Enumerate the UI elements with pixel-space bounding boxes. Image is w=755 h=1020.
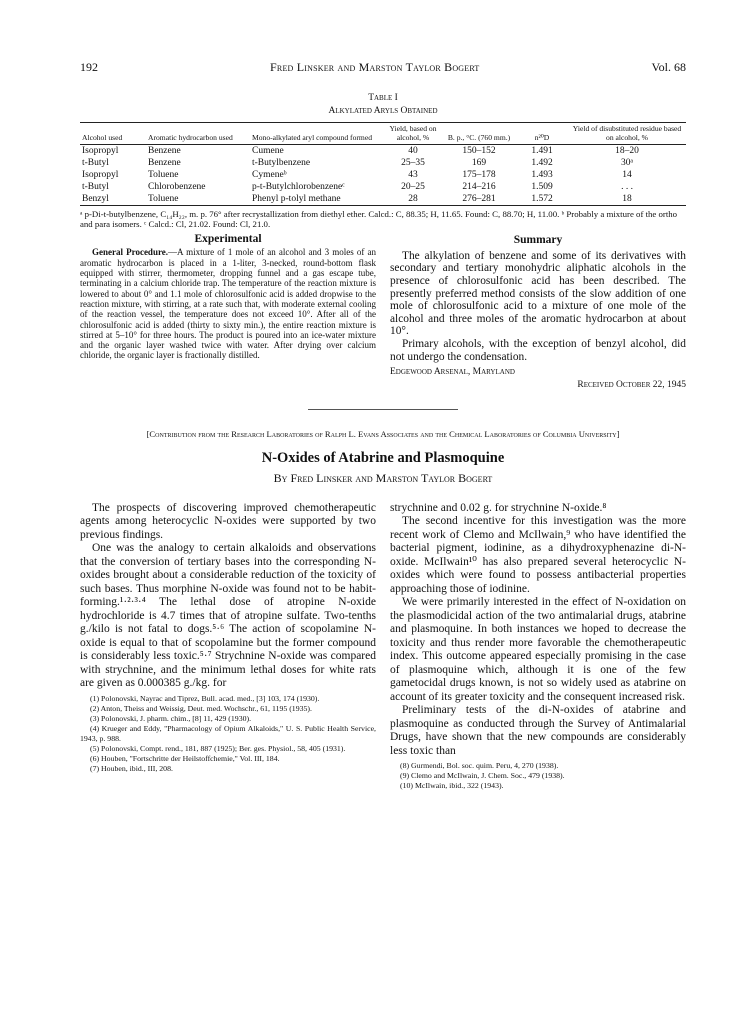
col-header: Alcohol used bbox=[80, 123, 146, 145]
table-row bbox=[80, 145, 686, 158]
table-caption bbox=[80, 92, 686, 118]
table-row bbox=[80, 169, 686, 181]
footnote: (10) McIlwain, ibid., 322 (1943). bbox=[400, 781, 504, 791]
col-header: Aromatic hydrocarbon used bbox=[146, 123, 250, 145]
table-cell: Benzene bbox=[148, 146, 181, 157]
table-cell: Chlorobenzene bbox=[148, 182, 206, 193]
footnote: (9) Clemo and McIlwain, J. Chem. Soc., 479 (1938). bbox=[400, 771, 565, 781]
table-row bbox=[80, 193, 686, 206]
table-cell: 175–178 bbox=[462, 170, 496, 181]
table-cell: 20–25 bbox=[401, 182, 425, 193]
table-header-row bbox=[80, 123, 686, 145]
table-cell: Benzene bbox=[148, 158, 181, 169]
summary-paragraph: The alkylation of benzene and some of its derivatives with secondary and tertiary monohydric aliphatic alcohols in the presence of chlorosulfonic acid has been described. The presently preferred method consists of the slow addition of one mole of chlorosulfonic acid to a mixture of one mole of the alcohol and three moles of the aromatic hydrocarbon at about 10°. bbox=[390, 249, 686, 338]
journal-page bbox=[80, 60, 686, 791]
col-header: Mono-alkylated aryl compound formed bbox=[250, 123, 384, 145]
table-cell: . . . bbox=[621, 182, 633, 193]
table-title: Alkylated Aryls Obtained bbox=[328, 106, 438, 116]
table-cell: Isopropyl bbox=[82, 170, 119, 181]
table-cell: 43 bbox=[408, 170, 418, 181]
article-title: N-Oxides of Atabrine and Plasmoquine bbox=[261, 449, 505, 466]
body-paragraph: One was the analogy to certain alkaloids and observations that the conversion of tertiary bases into the corresponding N-oxides brought about a considerable reduction of the toxicity of such bases. Thus morphine N-oxide was found not to be habit-forming.¹·²·³·⁴ The lethal dose of atropine N-oxide hydrochloride is 4.7 times that of atropine sulfate. Two-tenths g./kilo is not fatal to dogs.⁵·⁶ The action of scopolamine N-oxide is equal to that of scopolamine but the former compound is considerably less toxic.⁵·⁷ Strychnine N-oxide was compared with strychnine, and the minimum lethal doses for white rats are given as 0.000385 g./kg. for bbox=[80, 542, 376, 690]
table-cell: 150–152 bbox=[462, 146, 496, 157]
footnote: (1) Polonovski, Nayrac and Tiprez, Bull. acad. med., [3] 103, 174 (1930). bbox=[90, 693, 320, 703]
two-column-section bbox=[80, 234, 686, 391]
table-cell: t-Butyl bbox=[82, 158, 109, 169]
header-authors: Fred Linsker and Marston Taylor Bogert bbox=[270, 60, 480, 74]
table-cell: 1.572 bbox=[516, 193, 568, 206]
table-cell: 1.509 bbox=[531, 182, 553, 193]
table-cell: 28 bbox=[384, 193, 442, 206]
footnote: (6) Houben, "Fortschritte der Heilstoffchemie," Vol. III, 184. bbox=[90, 753, 280, 763]
table-cell: 1.492 bbox=[531, 158, 553, 169]
table-cell: t-Butylbenzene bbox=[252, 158, 311, 169]
article-body bbox=[80, 502, 686, 792]
summary-column bbox=[390, 234, 686, 391]
article-byline: By Fred Linsker and Marston Taylor Bogert bbox=[273, 470, 493, 485]
footnotes bbox=[390, 761, 686, 791]
col-header: B. p., °C. (760 mm.) bbox=[442, 123, 516, 145]
summary-paragraph: Primary alcohols, with the exception of benzyl alcohol, did not undergo the condensation. bbox=[390, 337, 686, 363]
table-cell: 1.491 bbox=[531, 146, 553, 157]
page-number: 192 bbox=[80, 60, 98, 74]
table-cell: 214–216 bbox=[462, 182, 496, 193]
table-footnote: ᵃ p-Di-t-butylbenzene, C₁₄H₂₂, m. p. 76° after recrystallization from diethyl ether. Calcd.: C, 88.35; H, 11.65. Found: C, 88.70; H, 11.00. ᵇ Probably a mixture of the ortho and para isomers. ᶜ Calcd.: Cl, 21.02. Found: Cl, 21.0. bbox=[80, 209, 678, 230]
received-date: Received October 22, 1945 bbox=[577, 379, 686, 390]
table-cell: 1.493 bbox=[531, 170, 553, 181]
table-cell: 169 bbox=[471, 158, 487, 169]
table-cell: Toluene bbox=[148, 170, 179, 181]
experimental-heading: Experimental bbox=[194, 233, 262, 246]
table-cell: t-Butyl bbox=[82, 182, 109, 193]
right-column bbox=[390, 502, 686, 792]
body-paragraph: The second incentive for this investigation was the more recent work of Clemo and McIlwain,⁹ who have identified the bacterial pigment, iodinine, as a dihydroxyphenazine di-N-oxide. McIlwain¹⁰ has also prepared several heterocyclic N-oxides which were found to possess antibacterial properties approaching those of iodinine. bbox=[390, 515, 686, 595]
footnote: (2) Anton, Theiss and Weissig, Deut. med. Wochschr., 61, 1195 (1935). bbox=[90, 703, 312, 713]
body-paragraph: Preliminary tests of the di-N-oxides of atabrine and plasmoquine as conducted through the Survey of Antimalarial Drugs, have shown that the new compounds are considerably less toxic than bbox=[390, 704, 686, 757]
table-cell: Phenyl p-tolyl methane bbox=[250, 193, 384, 206]
alkylated-aryls-table bbox=[80, 122, 686, 206]
col-header: Yield of disubstituted residue based on alcohol, % bbox=[568, 123, 686, 145]
body-paragraph: strychnine and 0.02 g. for strychnine N-oxide.⁸ bbox=[390, 501, 607, 514]
table-row bbox=[80, 157, 686, 169]
table-cell: 18–20 bbox=[615, 146, 639, 157]
body-paragraph: The prospects of discovering improved chemotherapeutic agents among heterocyclic N-oxides were supported by two previous findings. bbox=[80, 501, 376, 541]
table-cell: 30ᵃ bbox=[620, 158, 634, 169]
table-cell: Benzyl bbox=[80, 193, 146, 206]
left-column bbox=[80, 502, 376, 792]
procedure-text: —A mixture of 1 mole of an alcohol and 3 moles of an aromatic hydrocarbon is placed in a 1-liter, 3-necked, round-bottom flask equipped with stirrer, thermometer, dropping funnel and a gas escape tube, terminating in a calcium chloride trap. The temperature of the reaction mixture is lowered to about 0° and 1.1 mole of chlorosulfonic acid is added dropwise to the reaction mixture, with stirring, at a rate such that, with moderate external cooling of the reaction vessel, the temperature does not exceed 10°. After all of the chlorosulfonic acid is added (thirty to sixty min.), the entire reaction mixture is stirred at 5–10° for three hours. The product is poured into an ice-water mixture and the organic layer washed twice with water. After drying over calcium chloride, the organic layer is fractionally distilled. bbox=[80, 247, 376, 361]
running-header bbox=[80, 60, 686, 78]
experimental-paragraph bbox=[80, 247, 376, 360]
table-cell: 18 bbox=[568, 193, 686, 206]
table-cell: Cymeneᵇ bbox=[252, 170, 287, 181]
footnote: (7) Houben, ibid., III, 208. bbox=[90, 763, 173, 773]
col-header: n²⁰D bbox=[516, 123, 568, 145]
affiliation: Edgewood Arsenal, Maryland bbox=[390, 367, 515, 378]
table-cell: 276–281 bbox=[442, 193, 516, 206]
body-paragraph: We were primarily interested in the effect of N-oxidation on the plasmodicidal action of the two antimalarial drugs, atabrine and plasmoquine. In both instances we hoped to decrease the toxicity and thus render more favorable the chemotherapeutic index. This outcome appeared especially promising in the case of plasmoquine which, although it is one of the few gametocidal drugs known, is not so widely used as atabrine on account of its greater toxicity and the consequent increased risk. bbox=[390, 596, 686, 703]
volume-label: Vol. 68 bbox=[651, 60, 686, 74]
table-cell: Toluene bbox=[146, 193, 250, 206]
summary-heading: Summary bbox=[513, 234, 563, 247]
table-row bbox=[80, 181, 686, 193]
procedure-label: General Procedure. bbox=[92, 247, 169, 258]
footnotes bbox=[80, 694, 376, 774]
section-divider bbox=[308, 409, 458, 410]
footnote: (3) Polonovski, J. pharm. chim., [8] 11, 429 (1930). bbox=[90, 713, 252, 723]
experimental-column bbox=[80, 234, 376, 391]
table-cell: 14 bbox=[622, 170, 632, 181]
footnote: (8) Gurmendi, Bol. soc. quim. Peru, 4, 270 (1938). bbox=[400, 761, 559, 771]
table-cell: Cumene bbox=[252, 146, 284, 157]
footnote: (5) Polonovski, Compt. rend., 181, 887 (1925); Ber. ges. Physiol., 58, 405 (1931). bbox=[90, 743, 346, 753]
table-cell: 40 bbox=[408, 146, 418, 157]
table-cell: 25–35 bbox=[401, 158, 425, 169]
table-cell: Isopropyl bbox=[82, 146, 119, 157]
col-header: Yield, based on alcohol, % bbox=[384, 123, 442, 145]
table-label: Table I bbox=[368, 93, 398, 103]
footnote: (4) Krueger and Eddy, "Pharmacology of Opium Alkaloids," U. S. Public Health Service, 1943, p. 988. bbox=[80, 723, 376, 743]
contribution-note: [Contribution from the Research Laboratories of Ralph L. Evans Associates and the Chemical Laboratories of Columbia University] bbox=[146, 429, 620, 440]
table-cell: p-t-Butylchlorobenzeneᶜ bbox=[252, 182, 345, 193]
